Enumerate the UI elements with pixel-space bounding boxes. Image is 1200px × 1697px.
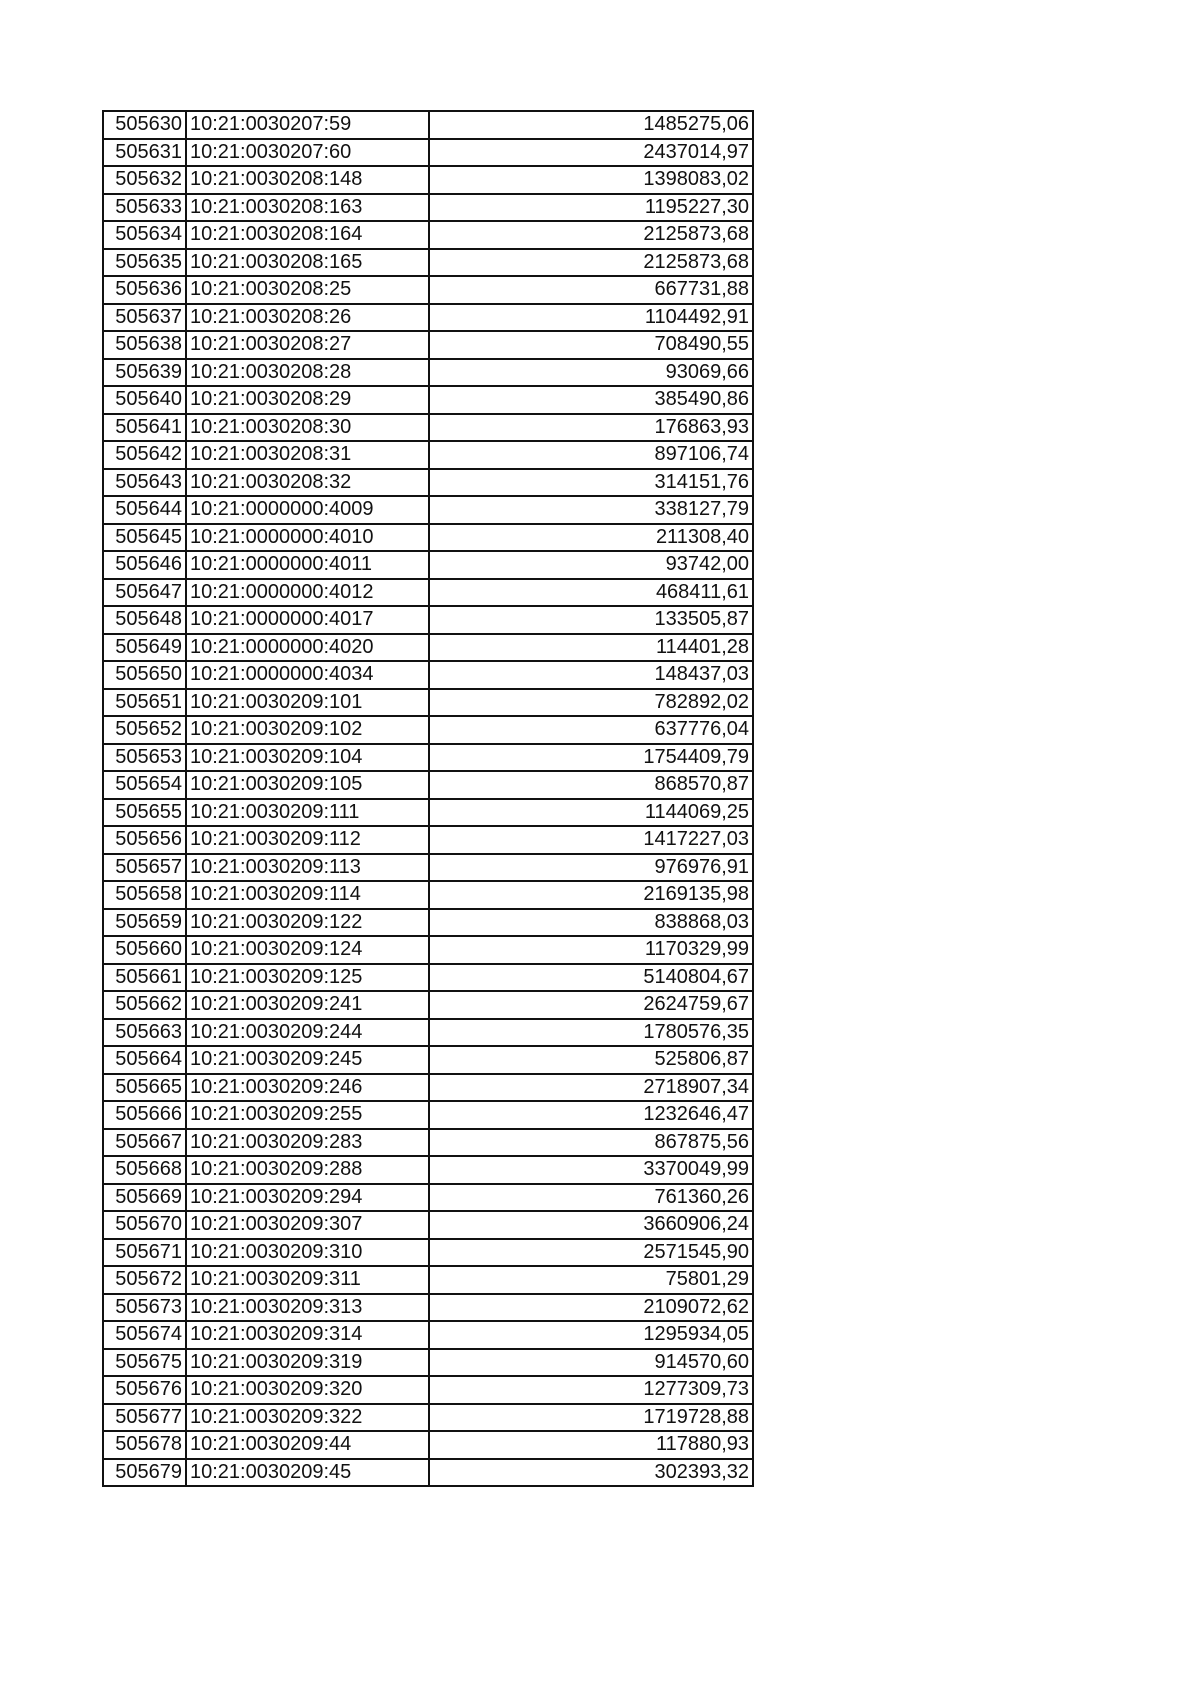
data-table [102,110,754,1487]
row-number-cell: 505667 [103,1129,186,1157]
table-row [103,854,753,882]
value-cell: 2169135,98 [429,881,753,909]
value-cell: 976976,91 [429,854,753,882]
table-row [103,579,753,607]
value-cell: 468411,61 [429,579,753,607]
row-number-cell: 505670 [103,1211,186,1239]
table-row [103,689,753,717]
row-number-cell: 505675 [103,1349,186,1377]
cadastral-number-cell: 10:21:0030209:322 [186,1404,429,1432]
cadastral-number-cell: 10:21:0000000:4011 [186,551,429,579]
cadastral-number-cell: 10:21:0030209:241 [186,991,429,1019]
value-cell: 148437,03 [429,661,753,689]
row-number-cell: 505638 [103,331,186,359]
table-body [103,111,753,1486]
value-cell: 5140804,67 [429,964,753,992]
value-cell: 1485275,06 [429,111,753,139]
cadastral-number-cell: 10:21:0030209:44 [186,1431,429,1459]
table-row [103,964,753,992]
row-number-cell: 505658 [103,881,186,909]
row-number-cell: 505654 [103,771,186,799]
value-cell: 2125873,68 [429,249,753,277]
table-row [103,909,753,937]
row-number-cell: 505676 [103,1376,186,1404]
value-cell: 2125873,68 [429,221,753,249]
cadastral-number-cell: 10:21:0030209:311 [186,1266,429,1294]
value-cell: 1170329,99 [429,936,753,964]
cadastral-number-cell: 10:21:0000000:4034 [186,661,429,689]
row-number-cell: 505661 [103,964,186,992]
cadastral-number-cell: 10:21:0030209:122 [186,909,429,937]
table-row [103,606,753,634]
value-cell: 1754409,79 [429,744,753,772]
value-cell: 117880,93 [429,1431,753,1459]
value-cell: 338127,79 [429,496,753,524]
cadastral-number-cell: 10:21:0030209:124 [186,936,429,964]
value-cell: 75801,29 [429,1266,753,1294]
value-cell: 2571545,90 [429,1239,753,1267]
table-row [103,414,753,442]
table-row [103,194,753,222]
value-cell: 314151,76 [429,469,753,497]
cadastral-number-cell: 10:21:0030209:114 [186,881,429,909]
table-row [103,1101,753,1129]
cadastral-number-cell: 10:21:0030209:314 [186,1321,429,1349]
cadastral-number-cell: 10:21:0030208:25 [186,276,429,304]
row-number-cell: 505660 [103,936,186,964]
row-number-cell: 505665 [103,1074,186,1102]
value-cell: 211308,40 [429,524,753,552]
table-row [103,1431,753,1459]
row-number-cell: 505645 [103,524,186,552]
table-row [103,276,753,304]
table-row [103,799,753,827]
cadastral-number-cell: 10:21:0030209:320 [186,1376,429,1404]
value-cell: 1104492,91 [429,304,753,332]
row-number-cell: 505648 [103,606,186,634]
cadastral-number-cell: 10:21:0030208:164 [186,221,429,249]
row-number-cell: 505674 [103,1321,186,1349]
value-cell: 1398083,02 [429,166,753,194]
value-cell: 1780576,35 [429,1019,753,1047]
cadastral-number-cell: 10:21:0030208:148 [186,166,429,194]
table-row [103,1376,753,1404]
row-number-cell: 505640 [103,386,186,414]
cadastral-number-cell: 10:21:0030209:246 [186,1074,429,1102]
row-number-cell: 505657 [103,854,186,882]
table-row [103,249,753,277]
value-cell: 838868,03 [429,909,753,937]
table-row [103,441,753,469]
table-row [103,771,753,799]
cadastral-number-cell: 10:21:0030209:310 [186,1239,429,1267]
table-row [103,1459,753,1487]
cadastral-number-cell: 10:21:0030208:29 [186,386,429,414]
row-number-cell: 505666 [103,1101,186,1129]
table-row [103,1349,753,1377]
value-cell: 708490,55 [429,331,753,359]
cadastral-number-cell: 10:21:0030209:313 [186,1294,429,1322]
cadastral-number-cell: 10:21:0000000:4009 [186,496,429,524]
cadastral-number-cell: 10:21:0030209:288 [186,1156,429,1184]
value-cell: 1232646,47 [429,1101,753,1129]
row-number-cell: 505633 [103,194,186,222]
table-row [103,1211,753,1239]
cadastral-number-cell: 10:21:0030209:319 [186,1349,429,1377]
value-cell: 637776,04 [429,716,753,744]
row-number-cell: 505635 [103,249,186,277]
row-number-cell: 505668 [103,1156,186,1184]
row-number-cell: 505671 [103,1239,186,1267]
table-row [103,1239,753,1267]
cadastral-number-cell: 10:21:0030209:112 [186,826,429,854]
table-row [103,359,753,387]
row-number-cell: 505641 [103,414,186,442]
value-cell: 867875,56 [429,1129,753,1157]
row-number-cell: 505678 [103,1431,186,1459]
table-row [103,221,753,249]
table-row [103,551,753,579]
cadastral-number-cell: 10:21:0030208:32 [186,469,429,497]
cadastral-number-cell: 10:21:0030209:244 [186,1019,429,1047]
cadastral-number-cell: 10:21:0030209:307 [186,1211,429,1239]
row-number-cell: 505655 [103,799,186,827]
value-cell: 2109072,62 [429,1294,753,1322]
cadastral-number-cell: 10:21:0030208:30 [186,414,429,442]
row-number-cell: 505643 [103,469,186,497]
cadastral-number-cell: 10:21:0030209:111 [186,799,429,827]
table-row [103,111,753,139]
row-number-cell: 505669 [103,1184,186,1212]
value-cell: 525806,87 [429,1046,753,1074]
cadastral-number-cell: 10:21:0030209:245 [186,1046,429,1074]
value-cell: 2437014,97 [429,139,753,167]
table-row [103,1129,753,1157]
row-number-cell: 505656 [103,826,186,854]
value-cell: 93069,66 [429,359,753,387]
value-cell: 2718907,34 [429,1074,753,1102]
cadastral-number-cell: 10:21:0030207:60 [186,139,429,167]
table-row [103,139,753,167]
cadastral-number-cell: 10:21:0030208:165 [186,249,429,277]
cadastral-number-cell: 10:21:0030209:101 [186,689,429,717]
row-number-cell: 505663 [103,1019,186,1047]
row-number-cell: 505632 [103,166,186,194]
value-cell: 302393,32 [429,1459,753,1487]
row-number-cell: 505677 [103,1404,186,1432]
cadastral-number-cell: 10:21:0030209:45 [186,1459,429,1487]
cadastral-number-cell: 10:21:0000000:4010 [186,524,429,552]
row-number-cell: 505650 [103,661,186,689]
row-number-cell: 505651 [103,689,186,717]
cadastral-number-cell: 10:21:0030209:102 [186,716,429,744]
cadastral-number-cell: 10:21:0030208:26 [186,304,429,332]
row-number-cell: 505631 [103,139,186,167]
table-row [103,1321,753,1349]
value-cell: 176863,93 [429,414,753,442]
value-cell: 3660906,24 [429,1211,753,1239]
value-cell: 761360,26 [429,1184,753,1212]
cadastral-number-cell: 10:21:0030208:27 [186,331,429,359]
cadastral-number-cell: 10:21:0030208:31 [186,441,429,469]
value-cell: 133505,87 [429,606,753,634]
cadastral-number-cell: 10:21:0030208:28 [186,359,429,387]
table-row [103,496,753,524]
row-number-cell: 505642 [103,441,186,469]
table-row [103,469,753,497]
table-row [103,936,753,964]
cadastral-number-cell: 10:21:0000000:4020 [186,634,429,662]
cadastral-number-cell: 10:21:0030209:104 [186,744,429,772]
cadastral-number-cell: 10:21:0030209:125 [186,964,429,992]
table-row [103,304,753,332]
value-cell: 1417227,03 [429,826,753,854]
row-number-cell: 505653 [103,744,186,772]
row-number-cell: 505664 [103,1046,186,1074]
table-row [103,166,753,194]
value-cell: 1719728,88 [429,1404,753,1432]
table-row [103,1184,753,1212]
cadastral-number-cell: 10:21:0030208:163 [186,194,429,222]
cadastral-number-cell: 10:21:0030209:283 [186,1129,429,1157]
cadastral-number-cell: 10:21:0030209:255 [186,1101,429,1129]
table-row [103,386,753,414]
value-cell: 93742,00 [429,551,753,579]
table-row [103,661,753,689]
table-row [103,1074,753,1102]
row-number-cell: 505639 [103,359,186,387]
table-row [103,1046,753,1074]
cadastral-number-cell: 10:21:0000000:4012 [186,579,429,607]
row-number-cell: 505646 [103,551,186,579]
value-cell: 914570,60 [429,1349,753,1377]
table-row [103,716,753,744]
row-number-cell: 505644 [103,496,186,524]
value-cell: 1144069,25 [429,799,753,827]
value-cell: 868570,87 [429,771,753,799]
table-row [103,991,753,1019]
table-row [103,634,753,662]
cadastral-number-cell: 10:21:0000000:4017 [186,606,429,634]
row-number-cell: 505636 [103,276,186,304]
row-number-cell: 505662 [103,991,186,1019]
value-cell: 667731,88 [429,276,753,304]
table-row [103,1019,753,1047]
value-cell: 782892,02 [429,689,753,717]
row-number-cell: 505634 [103,221,186,249]
row-number-cell: 505649 [103,634,186,662]
table-row [103,1156,753,1184]
cadastral-number-cell: 10:21:0030209:294 [186,1184,429,1212]
table-row [103,524,753,552]
value-cell: 1277309,73 [429,1376,753,1404]
cadastral-number-cell: 10:21:0030209:113 [186,854,429,882]
value-cell: 897106,74 [429,441,753,469]
cadastral-number-cell: 10:21:0030207:59 [186,111,429,139]
row-number-cell: 505679 [103,1459,186,1487]
row-number-cell: 505652 [103,716,186,744]
table-row [103,1266,753,1294]
row-number-cell: 505647 [103,579,186,607]
table-row [103,331,753,359]
value-cell: 3370049,99 [429,1156,753,1184]
cadastral-number-cell: 10:21:0030209:105 [186,771,429,799]
value-cell: 1195227,30 [429,194,753,222]
row-number-cell: 505637 [103,304,186,332]
row-number-cell: 505659 [103,909,186,937]
table-row [103,826,753,854]
value-cell: 1295934,05 [429,1321,753,1349]
table-row [103,1294,753,1322]
value-cell: 2624759,67 [429,991,753,1019]
row-number-cell: 505672 [103,1266,186,1294]
table-row [103,1404,753,1432]
table-row [103,744,753,772]
row-number-cell: 505630 [103,111,186,139]
value-cell: 385490,86 [429,386,753,414]
value-cell: 114401,28 [429,634,753,662]
row-number-cell: 505673 [103,1294,186,1322]
table-row [103,881,753,909]
